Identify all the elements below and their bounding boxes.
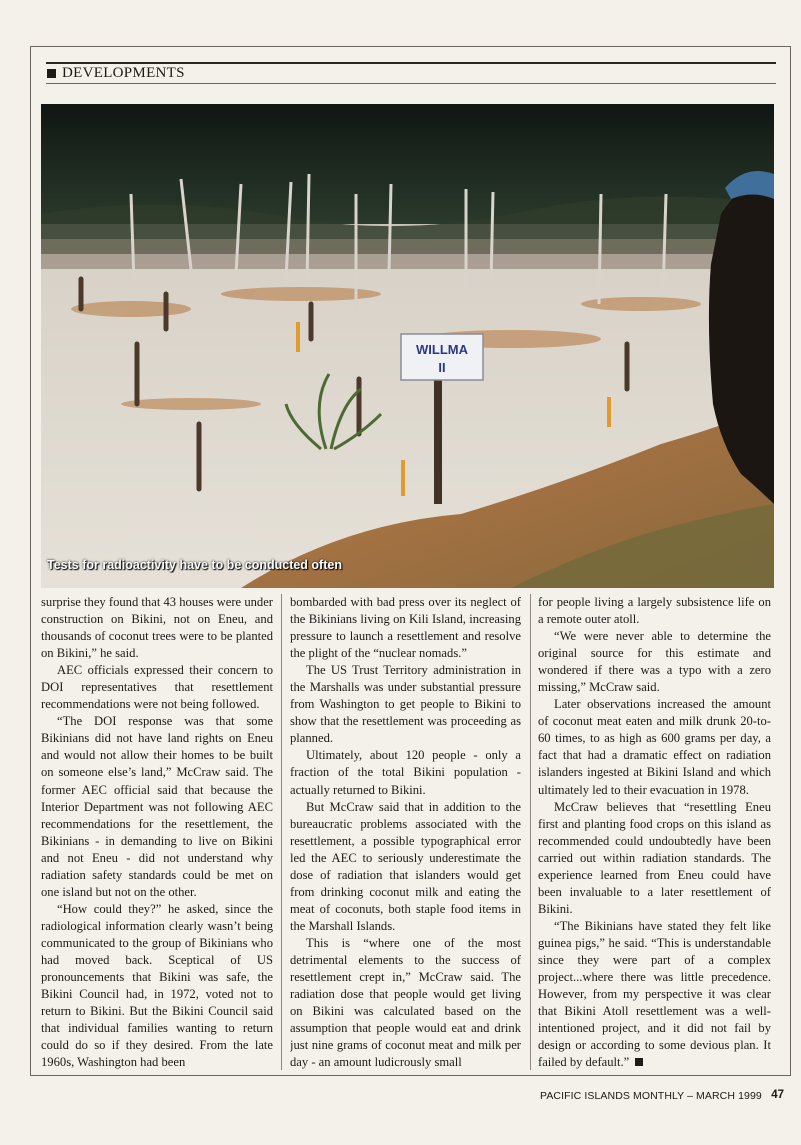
paragraph: AEC officials expressed their concern to DOI representatives that resettlement recommendations were not being followed. xyxy=(41,663,273,712)
paragraph: Ultimately, about 120 people - only a fraction of the total Bikini population - actually returned to Bikini. xyxy=(290,748,521,797)
square-bullet-icon xyxy=(47,69,56,78)
column-divider xyxy=(281,594,282,1070)
sign-text-line1: WILLMA xyxy=(416,342,468,357)
paragraph: bombarded with bad press over its neglect of the Bikinians living on Kili Island, increasing pressure to launch a resettlement and resolve the plight of the “nuclear nomads.” xyxy=(290,595,521,661)
paragraph: “The DOI response was that some Bikinians did not have land rights on Eneu and would not allow their homes to be built on someone else’s land,” McCraw said. The former AEC official said that because the Interior Department was not following AEC recommendations for the resettlement, the Bikinians - in demanding to live on Bikini and not Eneu - did not understand why radiation safety standards could be met on one island but not on the other. xyxy=(41,714,273,899)
paragraph: for people living a largely subsistence life on a remote outer atoll. xyxy=(538,595,771,627)
paragraph: McCraw believes that “resettling Eneu first and planting food crops on this island as recommended could undoubtedly have been carried out within radiation standards. The experience learned from Eneu could have been invaluable to a later resettlement of Bikini. xyxy=(538,799,771,916)
paragraph xyxy=(538,918,771,1070)
closing-paragraph-text: “The Bikinians have stated they felt like guinea pigs,” he said. “This is understandable since they were part of a complex project...where there was little precedence. However, from my perspective it was clear that Bikini Atoll resettlement was a well-intentioned project, and it did not fail by design or according to some devious plan. It failed by default.” xyxy=(538,918,771,1070)
paragraph: But McCraw said that in addition to the bureaucratic problems associated with the resettlement, a possible typographical error led the AEC to seriously underestimate the dose of radiation that islanders would get from drinking coconut milk and eating the meat of coconuts, both staple food items in the Marshall Islands. xyxy=(290,799,521,933)
paragraph: surprise they found that 43 houses were under construction on Bikini, not on Eneu, and thousands of coconut trees were to be planted on Bikini,” he said. xyxy=(41,595,273,661)
paragraph: “How could they?” he asked, since the radiological information clearly wasn’t being communicated to the group of Bikinians who had moved back. Sceptical of US pronouncements that Bikini was safe, the Bikini Council had, in 1972, voted not to return to Bikini. But the Bikini Council said that individual families wanting to return could do so if they desired. From the late 1960s, Washington had been xyxy=(41,901,273,1070)
photo-illustration xyxy=(41,104,774,588)
paragraph: Later observations increased the amount of coconut meat eaten and milk drunk 20-to-60 times, to as high as 600 grams per day, a fact that had a dramatic effect on radiation islanders ingested at Bikini Island and which ultimately led to their evacuation in 1978. xyxy=(538,697,771,797)
column-divider xyxy=(530,594,531,1070)
publication-name: PACIFIC ISLANDS MONTHLY – MARCH 1999 xyxy=(540,1090,762,1102)
sign-text-line2: II xyxy=(438,360,446,375)
square-end-mark-icon xyxy=(635,1058,643,1066)
paragraph: The US Trust Territory administration in the Marshalls was under substantial pressure from Washington to get people to Bikini to show that the resettlement was proceeding as planned. xyxy=(290,663,521,746)
page-number: 47 xyxy=(771,1089,784,1101)
article-column-3 xyxy=(538,594,771,1070)
section-label: DEVELOPMENTS xyxy=(62,65,185,81)
article-column-1 xyxy=(41,594,273,1070)
paragraph: This is “where one of the most detrimental elements to the success of resettlement crept in,” McCraw said. The radiation dose that people would get living on Bikini was calculated based on the assumption that people would eat and drink just nine grams of coconut meat and milk per day - an amount ludicrously small xyxy=(290,935,521,1070)
article-column-2 xyxy=(290,594,521,1070)
section-header xyxy=(46,62,776,84)
photo-caption: Tests for radioactivity have to be conducted often xyxy=(47,558,342,572)
article-photo xyxy=(41,104,774,588)
paragraph: “We were never able to determine the original source for this estimate and wondered if there was a typo with a zero missing,” McCraw said. xyxy=(538,629,771,695)
